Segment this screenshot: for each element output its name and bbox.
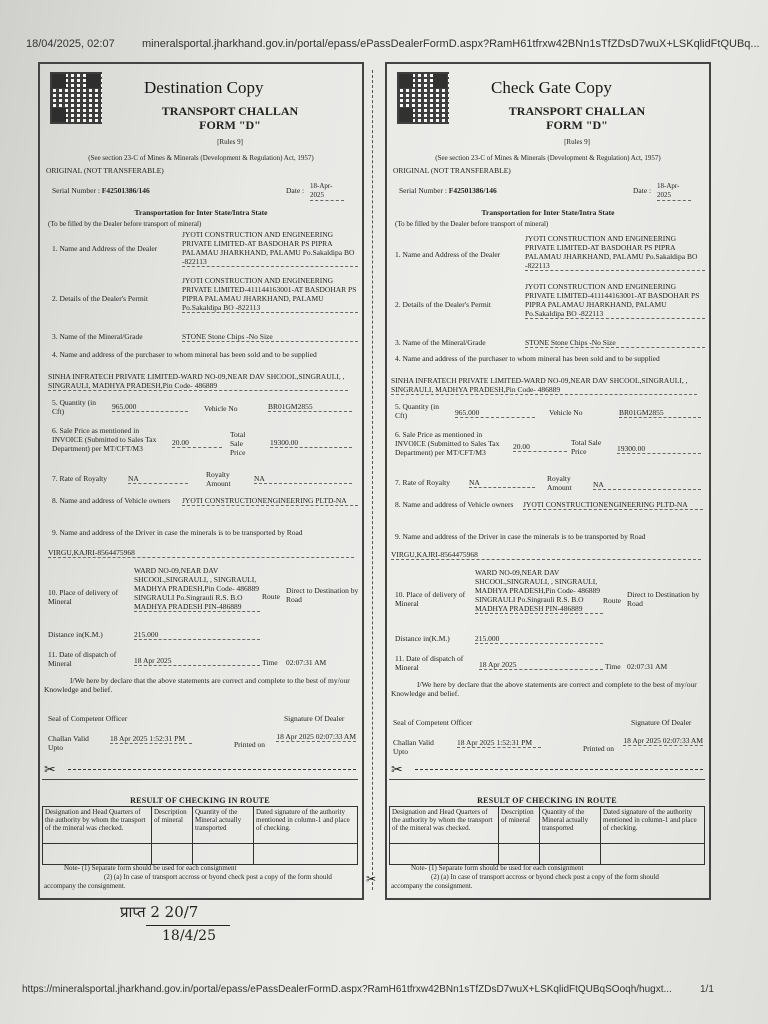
result-col-4: Dated signature of the authority mentioned in column-1 and place of checking. <box>254 807 358 844</box>
route-label: Route <box>603 596 621 605</box>
time-value: 02:07:31 AM <box>627 662 668 671</box>
distance-label: Distance in(K.M.) <box>48 630 103 639</box>
dispatch-label: 11. Date of dispatch of Mineral <box>48 650 117 668</box>
mineral-label: 3. Name of the Mineral/Grade <box>52 332 143 341</box>
mineral-label: 3. Name of the Mineral/Grade <box>395 338 486 347</box>
delivery-label: 10. Place of delivery of Mineral <box>48 588 119 606</box>
page-number: 1/1 <box>700 984 714 995</box>
handwritten-received-note: प्राप्त 2 20/7 <box>120 903 199 921</box>
total-value: 19300.00 <box>617 444 701 454</box>
result-col-4: Dated signature of the authority mentioned in column-1 and place of checking. <box>601 807 705 844</box>
date-value: 18-Apr-2025 <box>310 182 344 201</box>
quantity-label: 5. Quantity (in Cft) <box>395 402 439 420</box>
scissors-icon: ✂ <box>366 872 377 886</box>
route-label: Route <box>262 592 280 601</box>
delivery-value: WARD NO-09,NEAR DAV SHCOOL,SINGRAULI, , SINGRAULI, MADHYA PRADESH,Pin Code- 486889 SINGRAULI Po.Singrauli R.S. B.O MADHYA PRADESH PIN-486889 <box>475 568 603 614</box>
transport-title: Transportation for Inter State/Intra State <box>134 208 268 217</box>
check-gate-copy <box>385 62 711 900</box>
purchaser-value: SINHA INFRATECH PRIVATE LIMITED-WARD NO-09,NEAR DAV SHCOOL,SINGRAULI, , SINGRAULI, MADHYA PRADESH,Pin Code- 486889 <box>391 376 697 395</box>
total-label: Total Sale Price <box>571 438 602 456</box>
result-col-1: Designation and Head Quarters of the authority by whom the transport of the mineral was checked. <box>390 807 499 844</box>
dealer-label: 1. Name and Address of the Dealer <box>52 244 158 253</box>
driver-value: VIRGU,KAJRI-8564475968 <box>391 550 701 560</box>
date-value: 18-Apr-2025 <box>657 182 691 201</box>
royalty-amount-label: Royalty Amount <box>206 470 231 488</box>
vehicle-owner-value: JYOTI CONSTRUCTIONENGINEERING PLTD-NA <box>523 500 703 510</box>
act-section: (See section 23-C of Mines & Minerals (Development & Regulation) Act, 1957) <box>435 154 661 162</box>
original-label: ORIGINAL (NOT TRANSFERABLE) <box>46 166 164 175</box>
valid-label: Challan Valid Upto <box>393 738 434 756</box>
transport-title: Transportation for Inter State/Intra State <box>481 208 615 217</box>
distance-label: Distance in(K.M.) <box>395 634 450 643</box>
driver-label: 9. Name and address of the Driver in case the minerals is to be transported by Road <box>52 528 303 537</box>
vehicle-value: BR01GM2855 <box>268 402 352 412</box>
signature-label: Signature Of Dealer <box>284 714 345 723</box>
vehicle-label: Vehicle No <box>549 408 583 417</box>
dealer-note: (To be filled by the Dealer before transport of mineral) <box>395 220 549 228</box>
royalty-rate-label: 7. Rate of Royalty <box>395 478 450 487</box>
result-cell <box>254 844 358 865</box>
total-label: Total Sale Price <box>230 430 246 457</box>
form-title: TRANSPORT CHALLAN FORM "D" <box>161 104 299 132</box>
dealer-value: JYOTI CONSTRUCTION AND ENGINEERING PRIVATE LIMITED-AT BASDOHAR PS PIPRA PALAMAU JHARKHAND, PALAMU Po.Sakaldipa BO -822113 <box>525 234 705 271</box>
handwritten-date: 18/4/25 <box>162 928 216 944</box>
center-divider <box>372 70 373 890</box>
vehicle-label: Vehicle No <box>204 404 238 413</box>
result-cell <box>601 844 705 865</box>
scissors-icon: ✂ <box>391 762 403 778</box>
act-section: (See section 23-C of Mines & Minerals (Development & Regulation) Act, 1957) <box>88 154 314 162</box>
royalty-amount-value: NA <box>593 480 701 490</box>
rules: [Rules 9] <box>217 138 243 146</box>
dealer-label: 1. Name and Address of the Dealer <box>395 250 501 259</box>
time-value: 02:07:31 AM <box>286 658 327 667</box>
seal-label: Seal of Competent Officer <box>48 714 128 723</box>
result-cell <box>390 844 499 865</box>
distance-value: 215.000 <box>134 630 260 640</box>
cut-line <box>415 769 703 770</box>
printed-value: 18 Apr 2025 02:07:33 AM <box>623 736 703 745</box>
rule-line <box>389 779 705 780</box>
result-cell <box>43 844 152 865</box>
permit-value: JYOTI CONSTRUCTION AND ENGINEERING PRIVATE LIMITED-411144163001-AT BASDOHAR PS PIPRA PALAMAU JHARKHAND, PALAMU Po.Sakaldipa BO -822113 <box>525 282 705 319</box>
permit-label: 2. Details of the Dealer's Permit <box>52 294 148 303</box>
handwritten-underline <box>146 925 230 926</box>
note: Note- (1) Separate form should be used for each consignment (2) (a) In case of transport accross or byond check post a copy of the form should accompany the consignment. <box>44 864 332 890</box>
vehicle-owner-label: 8. Name and address of Vehicle owners <box>395 500 514 509</box>
royalty-amount-label: Royalty Amount <box>547 474 572 492</box>
sale-price-value: 20.00 <box>513 442 567 452</box>
vehicle-value: BR01GM2855 <box>619 408 701 418</box>
dispatch-value: 18 Apr 2025 <box>134 656 260 666</box>
result-cell <box>540 844 601 865</box>
footer-url: https://mineralsportal.jharkhand.gov.in/portal/epass/ePassDealerFormD.aspx?RamH61tfrxw42BNn1sTfZDsD7wuX+LSKqlidFtQUBqSOoqh/hugxt... <box>22 984 672 995</box>
destination-copy <box>38 62 364 900</box>
declaration: I/We here by declare that the above statements are correct and complete to the best of my/our Knowledge and belief. <box>391 680 697 698</box>
date-label: Date : <box>633 186 652 195</box>
rule-line <box>42 779 358 780</box>
delivery-label: 10. Place of delivery of Mineral <box>395 590 466 608</box>
royalty-rate-value: NA <box>128 474 188 484</box>
serial-number: Serial Number : F42501386/146 <box>399 186 497 195</box>
serial-number: Serial Number : F42501386/146 <box>52 186 150 195</box>
purchaser-label: 4. Name and address of the purchaser to whom mineral has been sold and to be supplied <box>395 354 660 363</box>
printed-label: Printed on <box>583 744 615 753</box>
note: Note- (1) Separate form should be used for each consignment (2) (a) In case of transport accross or byond check post a copy of the form should accompany the consignment. <box>391 864 659 890</box>
result-cell <box>193 844 254 865</box>
permit-value: JYOTI CONSTRUCTION AND ENGINEERING PRIVATE LIMITED-411144163001-AT BASDOHAR PS PIPRA PALAMAU JHARKHAND, PALAMU Po.Sakaldipa BO -822113 <box>182 276 357 312</box>
result-col-1: Designation and Head Quarters of the authority by whom the transport of the mineral was checked. <box>43 807 152 844</box>
distance-value: 215.000 <box>475 634 603 644</box>
declaration: I/We here by declare that the above statements are correct and complete to the best of my/our Knowledge and belief. <box>44 676 350 694</box>
qr-code-icon <box>397 72 449 124</box>
mineral-value: STONE Stone Chips -No Size <box>525 338 705 348</box>
dispatch-value: 18 Apr 2025 <box>479 660 603 670</box>
result-cell <box>499 844 540 865</box>
valid-value: 18 Apr 2025 1:52:31 PM <box>110 734 192 744</box>
result-table <box>389 806 705 865</box>
result-table <box>42 806 358 865</box>
dealer-note: (To be filled by the Dealer before transport of mineral) <box>48 220 202 228</box>
sale-price-value: 20.00 <box>172 438 222 448</box>
form-title: TRANSPORT CHALLAN FORM "D" <box>508 104 646 132</box>
driver-value: VIRGU,KAJRI-8564475968 <box>48 548 354 558</box>
mineral-value: STONE Stone Chips -No Size <box>182 332 358 342</box>
driver-label: 9. Name and address of the Driver in case the minerals is to be transported by Road <box>395 532 646 541</box>
purchaser-label: 4. Name and address of the purchaser to whom mineral has been sold and to be supplied <box>52 350 317 359</box>
delivery-value: WARD NO-09,NEAR DAV SHCOOL,SINGRAULI, , SINGRAULI, MADHYA PRADESH,Pin Code- 486889 SINGRAULI Po.Singrauli R.S. B.O MADHYA PRADESH PIN-486889 <box>134 566 260 611</box>
printed-value: 18 Apr 2025 02:07:33 AM <box>276 732 356 741</box>
time-label: Time <box>262 658 278 667</box>
result-title: RESULT OF CHECKING IN ROUTE <box>130 796 270 805</box>
original-label: ORIGINAL (NOT TRANSFERABLE) <box>393 166 511 175</box>
total-value: 19300.00 <box>270 438 352 448</box>
valid-label: Challan Valid Upto <box>48 734 89 752</box>
rules: [Rules 9] <box>564 138 590 146</box>
sale-price-label: 6. Sale Price as mentioned in INVOICE (Submitted to Sales Tax Department) per MT/CFT/M3 <box>52 426 157 453</box>
vehicle-owner-value: JYOTI CONSTRUCTIONENGINEERING PLTD-NA <box>182 496 358 506</box>
route-value: Direct to Destination by Road <box>286 586 359 604</box>
printed-label: Printed on <box>234 740 266 749</box>
permit-label: 2. Details of the Dealer's Permit <box>395 300 491 309</box>
royalty-rate-value: NA <box>469 478 535 488</box>
scissors-icon: ✂ <box>44 762 56 778</box>
result-col-3: Quantity of the Mineral actually transported <box>193 807 254 844</box>
quantity-value: 965.000 <box>112 402 188 412</box>
route-value: Direct to Destination by Road <box>627 590 700 608</box>
result-col-2: Description of mineral <box>152 807 193 844</box>
result-title: RESULT OF CHECKING IN ROUTE <box>477 796 617 805</box>
seal-label: Seal of Competent Officer <box>393 718 473 727</box>
quantity-label: 5. Quantity (in Cft) <box>52 398 96 416</box>
copy-title: Destination Copy <box>144 78 264 97</box>
dispatch-label: 11. Date of dispatch of Mineral <box>395 654 464 672</box>
result-cell <box>152 844 193 865</box>
valid-value: 18 Apr 2025 1:52:31 PM <box>457 738 541 748</box>
vehicle-owner-label: 8. Name and address of Vehicle owners <box>52 496 171 505</box>
print-timestamp: 18/04/2025, 02:07 <box>26 38 115 50</box>
royalty-rate-label: 7. Rate of Royalty <box>52 474 107 483</box>
quantity-value: 965.000 <box>455 408 535 418</box>
copy-title: Check Gate Copy <box>491 78 612 97</box>
sale-price-label: 6. Sale Price as mentioned in INVOICE (Submitted to Sales Tax Department) per MT/CFT/M3 <box>395 430 500 457</box>
cut-line <box>68 769 356 770</box>
signature-label: Signature Of Dealer <box>631 718 692 727</box>
result-col-3: Quantity of the Mineral actually transported <box>540 807 601 844</box>
dealer-value: JYOTI CONSTRUCTION AND ENGINEERING PRIVATE LIMITED-AT BASDOHAR PS PIPRA PALAMAU JHARKHAND, PALAMU Po.Sakaldipa BO -822113 <box>182 230 358 267</box>
result-col-2: Description of mineral <box>499 807 540 844</box>
time-label: Time <box>605 662 621 671</box>
royalty-amount-value: NA <box>254 474 352 484</box>
qr-code-icon <box>50 72 102 124</box>
print-url: mineralsportal.jharkhand.gov.in/portal/epass/ePassDealerFormD.aspx?RamH61tfrxw42BNn1sTfZDsD7wuX+LSKqlidFtQUBq... <box>142 38 760 50</box>
purchaser-value: SINHA INFRATECH PRIVATE LIMITED-WARD NO-09,NEAR DAV SHCOOL,SINGRAULI, , SINGRAULI, MADHYA PRADESH,Pin Code- 486889 <box>48 372 348 391</box>
date-label: Date : <box>286 186 305 195</box>
